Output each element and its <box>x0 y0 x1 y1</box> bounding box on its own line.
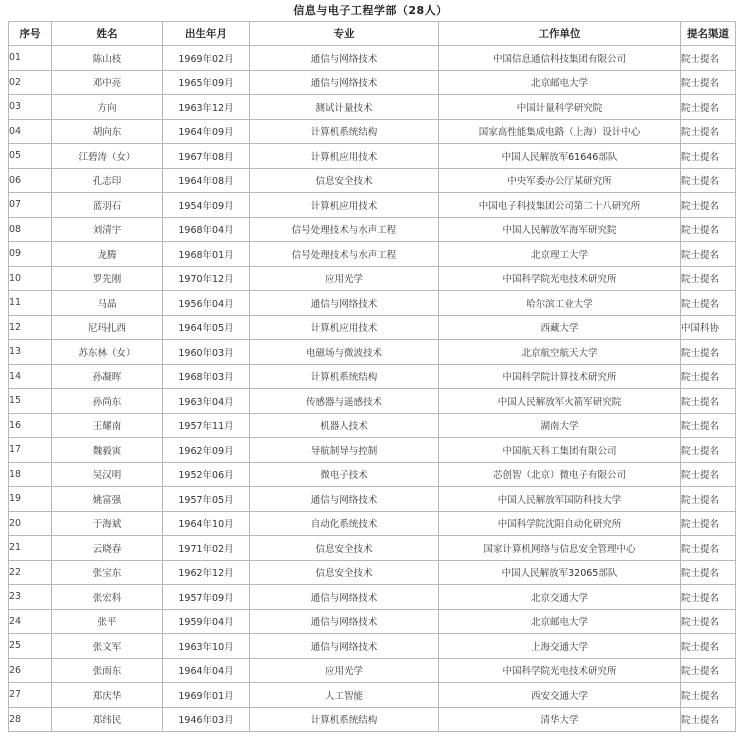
cell-birth: 1964年05月 <box>163 315 250 340</box>
cell-birth: 1970年12月 <box>163 266 250 291</box>
cell-index: 11 <box>9 291 52 316</box>
cell-index: 21 <box>9 536 52 561</box>
cell-name: 苏东林（女） <box>52 340 163 365</box>
cell-index: 02 <box>9 70 52 95</box>
cell-major: 测试计量技术 <box>250 95 439 120</box>
cell-birth: 1960年03月 <box>163 340 250 365</box>
cell-birth: 1968年04月 <box>163 217 250 242</box>
cell-index: 16 <box>9 413 52 438</box>
cell-unit: 北京邮电大学 <box>439 70 681 95</box>
cell-unit: 国家高性能集成电路（上海）设计中心 <box>439 119 681 144</box>
table-row <box>9 536 736 561</box>
cell-channel: 院士提名 <box>681 168 736 193</box>
cell-channel: 院士提名 <box>681 462 736 487</box>
cell-birth: 1969年02月 <box>163 46 250 71</box>
cell-channel: 院士提名 <box>681 585 736 610</box>
cell-channel: 院士提名 <box>681 291 736 316</box>
cell-unit: 湖南大学 <box>439 413 681 438</box>
cell-index: 15 <box>9 389 52 414</box>
cell-index: 22 <box>9 560 52 585</box>
cell-index: 05 <box>9 144 52 169</box>
cell-major: 微电子技术 <box>250 462 439 487</box>
cell-major: 应用光学 <box>250 266 439 291</box>
cell-index: 13 <box>9 340 52 365</box>
table-row <box>9 291 736 316</box>
cell-channel: 院士提名 <box>681 438 736 463</box>
cell-channel: 院士提名 <box>681 266 736 291</box>
table-row <box>9 462 736 487</box>
cell-name: 姚富强 <box>52 487 163 512</box>
cell-name: 王耀南 <box>52 413 163 438</box>
table-row <box>9 585 736 610</box>
cell-unit: 清华大学 <box>439 707 681 732</box>
cell-name: 张平 <box>52 609 163 634</box>
cell-unit: 中国航天科工集团有限公司 <box>439 438 681 463</box>
table-row <box>9 438 736 463</box>
cell-major: 通信与网络技术 <box>250 291 439 316</box>
cell-major: 信号处理技术与水声工程 <box>250 217 439 242</box>
cell-unit: 北京航空航天大学 <box>439 340 681 365</box>
cell-name: 孙凝晖 <box>52 364 163 389</box>
cell-index: 03 <box>9 95 52 120</box>
cell-major: 计算机系统结构 <box>250 364 439 389</box>
cell-birth: 1956年04月 <box>163 291 250 316</box>
academician-candidates-table <box>8 21 736 732</box>
cell-unit: 中国计量科学研究院 <box>439 95 681 120</box>
table-row <box>9 46 736 71</box>
cell-channel: 院士提名 <box>681 217 736 242</box>
cell-name: 魏毅寅 <box>52 438 163 463</box>
table-row <box>9 707 736 732</box>
cell-channel: 院士提名 <box>681 119 736 144</box>
cell-birth: 1959年04月 <box>163 609 250 634</box>
cell-channel: 院士提名 <box>681 658 736 683</box>
cell-unit: 中国科学院光电技术研究所 <box>439 266 681 291</box>
cell-name: 吴汉明 <box>52 462 163 487</box>
cell-major: 计算机系统结构 <box>250 707 439 732</box>
cell-name: 邓中亮 <box>52 70 163 95</box>
cell-unit: 中国人民解放军32065部队 <box>439 560 681 585</box>
table-row <box>9 634 736 659</box>
cell-index: 14 <box>9 364 52 389</box>
table-row <box>9 487 736 512</box>
table-row <box>9 658 736 683</box>
table-row <box>9 217 736 242</box>
table-row <box>9 242 736 267</box>
cell-index: 28 <box>9 707 52 732</box>
table-row <box>9 364 736 389</box>
cell-birth: 1946年03月 <box>163 707 250 732</box>
cell-birth: 1952年06月 <box>163 462 250 487</box>
cell-channel: 院士提名 <box>681 242 736 267</box>
cell-major: 计算机应用技术 <box>250 315 439 340</box>
table-row <box>9 511 736 536</box>
cell-index: 24 <box>9 609 52 634</box>
cell-major: 信号处理技术与水声工程 <box>250 242 439 267</box>
table-row <box>9 340 736 365</box>
cell-channel: 院士提名 <box>681 389 736 414</box>
cell-birth: 1963年10月 <box>163 634 250 659</box>
cell-index: 09 <box>9 242 52 267</box>
cell-channel: 院士提名 <box>681 340 736 365</box>
cell-major: 导航制导与控制 <box>250 438 439 463</box>
cell-major: 通信与网络技术 <box>250 634 439 659</box>
cell-name: 马晶 <box>52 291 163 316</box>
cell-birth: 1957年05月 <box>163 487 250 512</box>
cell-channel: 院士提名 <box>681 634 736 659</box>
cell-name: 孙尚东 <box>52 389 163 414</box>
cell-name: 方向 <box>52 95 163 120</box>
cell-birth: 1957年11月 <box>163 413 250 438</box>
cell-name: 龙腾 <box>52 242 163 267</box>
table-title: 信息与电子工程学部（28人） <box>293 4 448 17</box>
cell-major: 计算机应用技术 <box>250 193 439 218</box>
cell-index: 26 <box>9 658 52 683</box>
table-row <box>9 609 736 634</box>
cell-name: 张宏科 <box>52 585 163 610</box>
cell-major: 通信与网络技术 <box>250 46 439 71</box>
cell-name: 云晓春 <box>52 536 163 561</box>
cell-major: 通信与网络技术 <box>250 585 439 610</box>
cell-name: 江碧涛（女） <box>52 144 163 169</box>
cell-channel: 院士提名 <box>681 144 736 169</box>
cell-birth: 1967年08月 <box>163 144 250 169</box>
cell-name: 张宝东 <box>52 560 163 585</box>
cell-unit: 北京交通大学 <box>439 585 681 610</box>
cell-major: 人工智能 <box>250 683 439 708</box>
cell-major: 信息安全技术 <box>250 168 439 193</box>
header-channel: 提名渠道 <box>681 22 736 46</box>
cell-unit: 西安交通大学 <box>439 683 681 708</box>
cell-channel: 院士提名 <box>681 364 736 389</box>
table-row <box>9 389 736 414</box>
cell-name: 刘清宇 <box>52 217 163 242</box>
cell-channel: 院士提名 <box>681 46 736 71</box>
cell-unit: 中国科学院计算技术研究所 <box>439 364 681 389</box>
cell-channel: 院士提名 <box>681 413 736 438</box>
table-row <box>9 560 736 585</box>
cell-unit: 中国电子科技集团公司第二十八研究所 <box>439 193 681 218</box>
table-row <box>9 683 736 708</box>
cell-birth: 1957年09月 <box>163 585 250 610</box>
cell-channel: 院士提名 <box>681 95 736 120</box>
cell-name: 罗先刚 <box>52 266 163 291</box>
table-body <box>9 46 736 732</box>
cell-unit: 国家计算机网络与信息安全管理中心 <box>439 536 681 561</box>
header-name: 姓名 <box>52 22 163 46</box>
cell-birth: 1964年09月 <box>163 119 250 144</box>
cell-major: 信息安全技术 <box>250 560 439 585</box>
header-unit: 工作单位 <box>439 22 681 46</box>
table-row <box>9 95 736 120</box>
cell-major: 电磁场与微波技术 <box>250 340 439 365</box>
cell-channel: 院士提名 <box>681 609 736 634</box>
cell-index: 10 <box>9 266 52 291</box>
cell-channel: 院士提名 <box>681 707 736 732</box>
cell-name: 张雨东 <box>52 658 163 683</box>
cell-birth: 1971年02月 <box>163 536 250 561</box>
header-major: 专业 <box>250 22 439 46</box>
cell-name: 张文军 <box>52 634 163 659</box>
cell-birth: 1962年12月 <box>163 560 250 585</box>
cell-index: 23 <box>9 585 52 610</box>
cell-major: 传感器与遥感技术 <box>250 389 439 414</box>
table-row <box>9 193 736 218</box>
cell-name: 陈山枝 <box>52 46 163 71</box>
cell-birth: 1968年03月 <box>163 364 250 389</box>
cell-birth: 1964年08月 <box>163 168 250 193</box>
cell-birth: 1962年09月 <box>163 438 250 463</box>
cell-name: 胡向东 <box>52 119 163 144</box>
cell-name: 尼玛扎西 <box>52 315 163 340</box>
cell-unit: 中国人民解放军火箭军研究院 <box>439 389 681 414</box>
cell-birth: 1965年09月 <box>163 70 250 95</box>
cell-birth: 1954年09月 <box>163 193 250 218</box>
cell-index: 01 <box>9 46 52 71</box>
cell-index: 17 <box>9 438 52 463</box>
cell-birth: 1963年12月 <box>163 95 250 120</box>
cell-unit: 北京理工大学 <box>439 242 681 267</box>
table-row <box>9 168 736 193</box>
cell-birth: 1964年04月 <box>163 658 250 683</box>
cell-unit: 西藏大学 <box>439 315 681 340</box>
cell-channel: 院士提名 <box>681 70 736 95</box>
cell-major: 计算机系统结构 <box>250 119 439 144</box>
table-row <box>9 119 736 144</box>
cell-channel: 院士提名 <box>681 683 736 708</box>
cell-unit: 中国人民解放军国防科技大学 <box>439 487 681 512</box>
cell-major: 自动化系统技术 <box>250 511 439 536</box>
table-row <box>9 70 736 95</box>
cell-unit: 哈尔滨工业大学 <box>439 291 681 316</box>
cell-channel: 院士提名 <box>681 487 736 512</box>
cell-unit: 上海交通大学 <box>439 634 681 659</box>
cell-index: 12 <box>9 315 52 340</box>
table-row <box>9 413 736 438</box>
table-row <box>9 144 736 169</box>
cell-index: 04 <box>9 119 52 144</box>
cell-unit: 芯创智（北京）微电子有限公司 <box>439 462 681 487</box>
cell-index: 25 <box>9 634 52 659</box>
cell-name: 郑庆华 <box>52 683 163 708</box>
cell-unit: 中国人民解放军61646部队 <box>439 144 681 169</box>
cell-channel: 院士提名 <box>681 560 736 585</box>
cell-birth: 1964年10月 <box>163 511 250 536</box>
cell-name: 于海斌 <box>52 511 163 536</box>
cell-major: 信息安全技术 <box>250 536 439 561</box>
cell-unit: 中国科学院光电技术研究所 <box>439 658 681 683</box>
cell-unit: 中国人民解放军海军研究院 <box>439 217 681 242</box>
cell-index: 27 <box>9 683 52 708</box>
cell-major: 应用光学 <box>250 658 439 683</box>
cell-unit: 中国信息通信科技集团有限公司 <box>439 46 681 71</box>
cell-channel: 院士提名 <box>681 511 736 536</box>
cell-name: 孔志印 <box>52 168 163 193</box>
cell-birth: 1968年01月 <box>163 242 250 267</box>
cell-birth: 1969年01月 <box>163 683 250 708</box>
cell-major: 通信与网络技术 <box>250 609 439 634</box>
cell-name: 郑纬民 <box>52 707 163 732</box>
cell-channel: 院士提名 <box>681 536 736 561</box>
cell-major: 通信与网络技术 <box>250 70 439 95</box>
cell-unit: 中国科学院沈阳自动化研究所 <box>439 511 681 536</box>
cell-major: 通信与网络技术 <box>250 487 439 512</box>
header-birth: 出生年月 <box>163 22 250 46</box>
cell-index: 20 <box>9 511 52 536</box>
cell-unit: 中央军委办公厅某研究所 <box>439 168 681 193</box>
cell-index: 18 <box>9 462 52 487</box>
cell-index: 07 <box>9 193 52 218</box>
header-index: 序号 <box>9 22 52 46</box>
cell-unit: 北京邮电大学 <box>439 609 681 634</box>
cell-index: 19 <box>9 487 52 512</box>
cell-index: 06 <box>9 168 52 193</box>
table-row <box>9 315 736 340</box>
cell-major: 机器人技术 <box>250 413 439 438</box>
cell-channel: 中国科协 <box>681 315 736 340</box>
cell-index: 08 <box>9 217 52 242</box>
cell-channel: 院士提名 <box>681 193 736 218</box>
cell-major: 计算机应用技术 <box>250 144 439 169</box>
cell-birth: 1963年04月 <box>163 389 250 414</box>
header-row <box>9 22 736 46</box>
table-row <box>9 266 736 291</box>
cell-name: 蓝羽石 <box>52 193 163 218</box>
